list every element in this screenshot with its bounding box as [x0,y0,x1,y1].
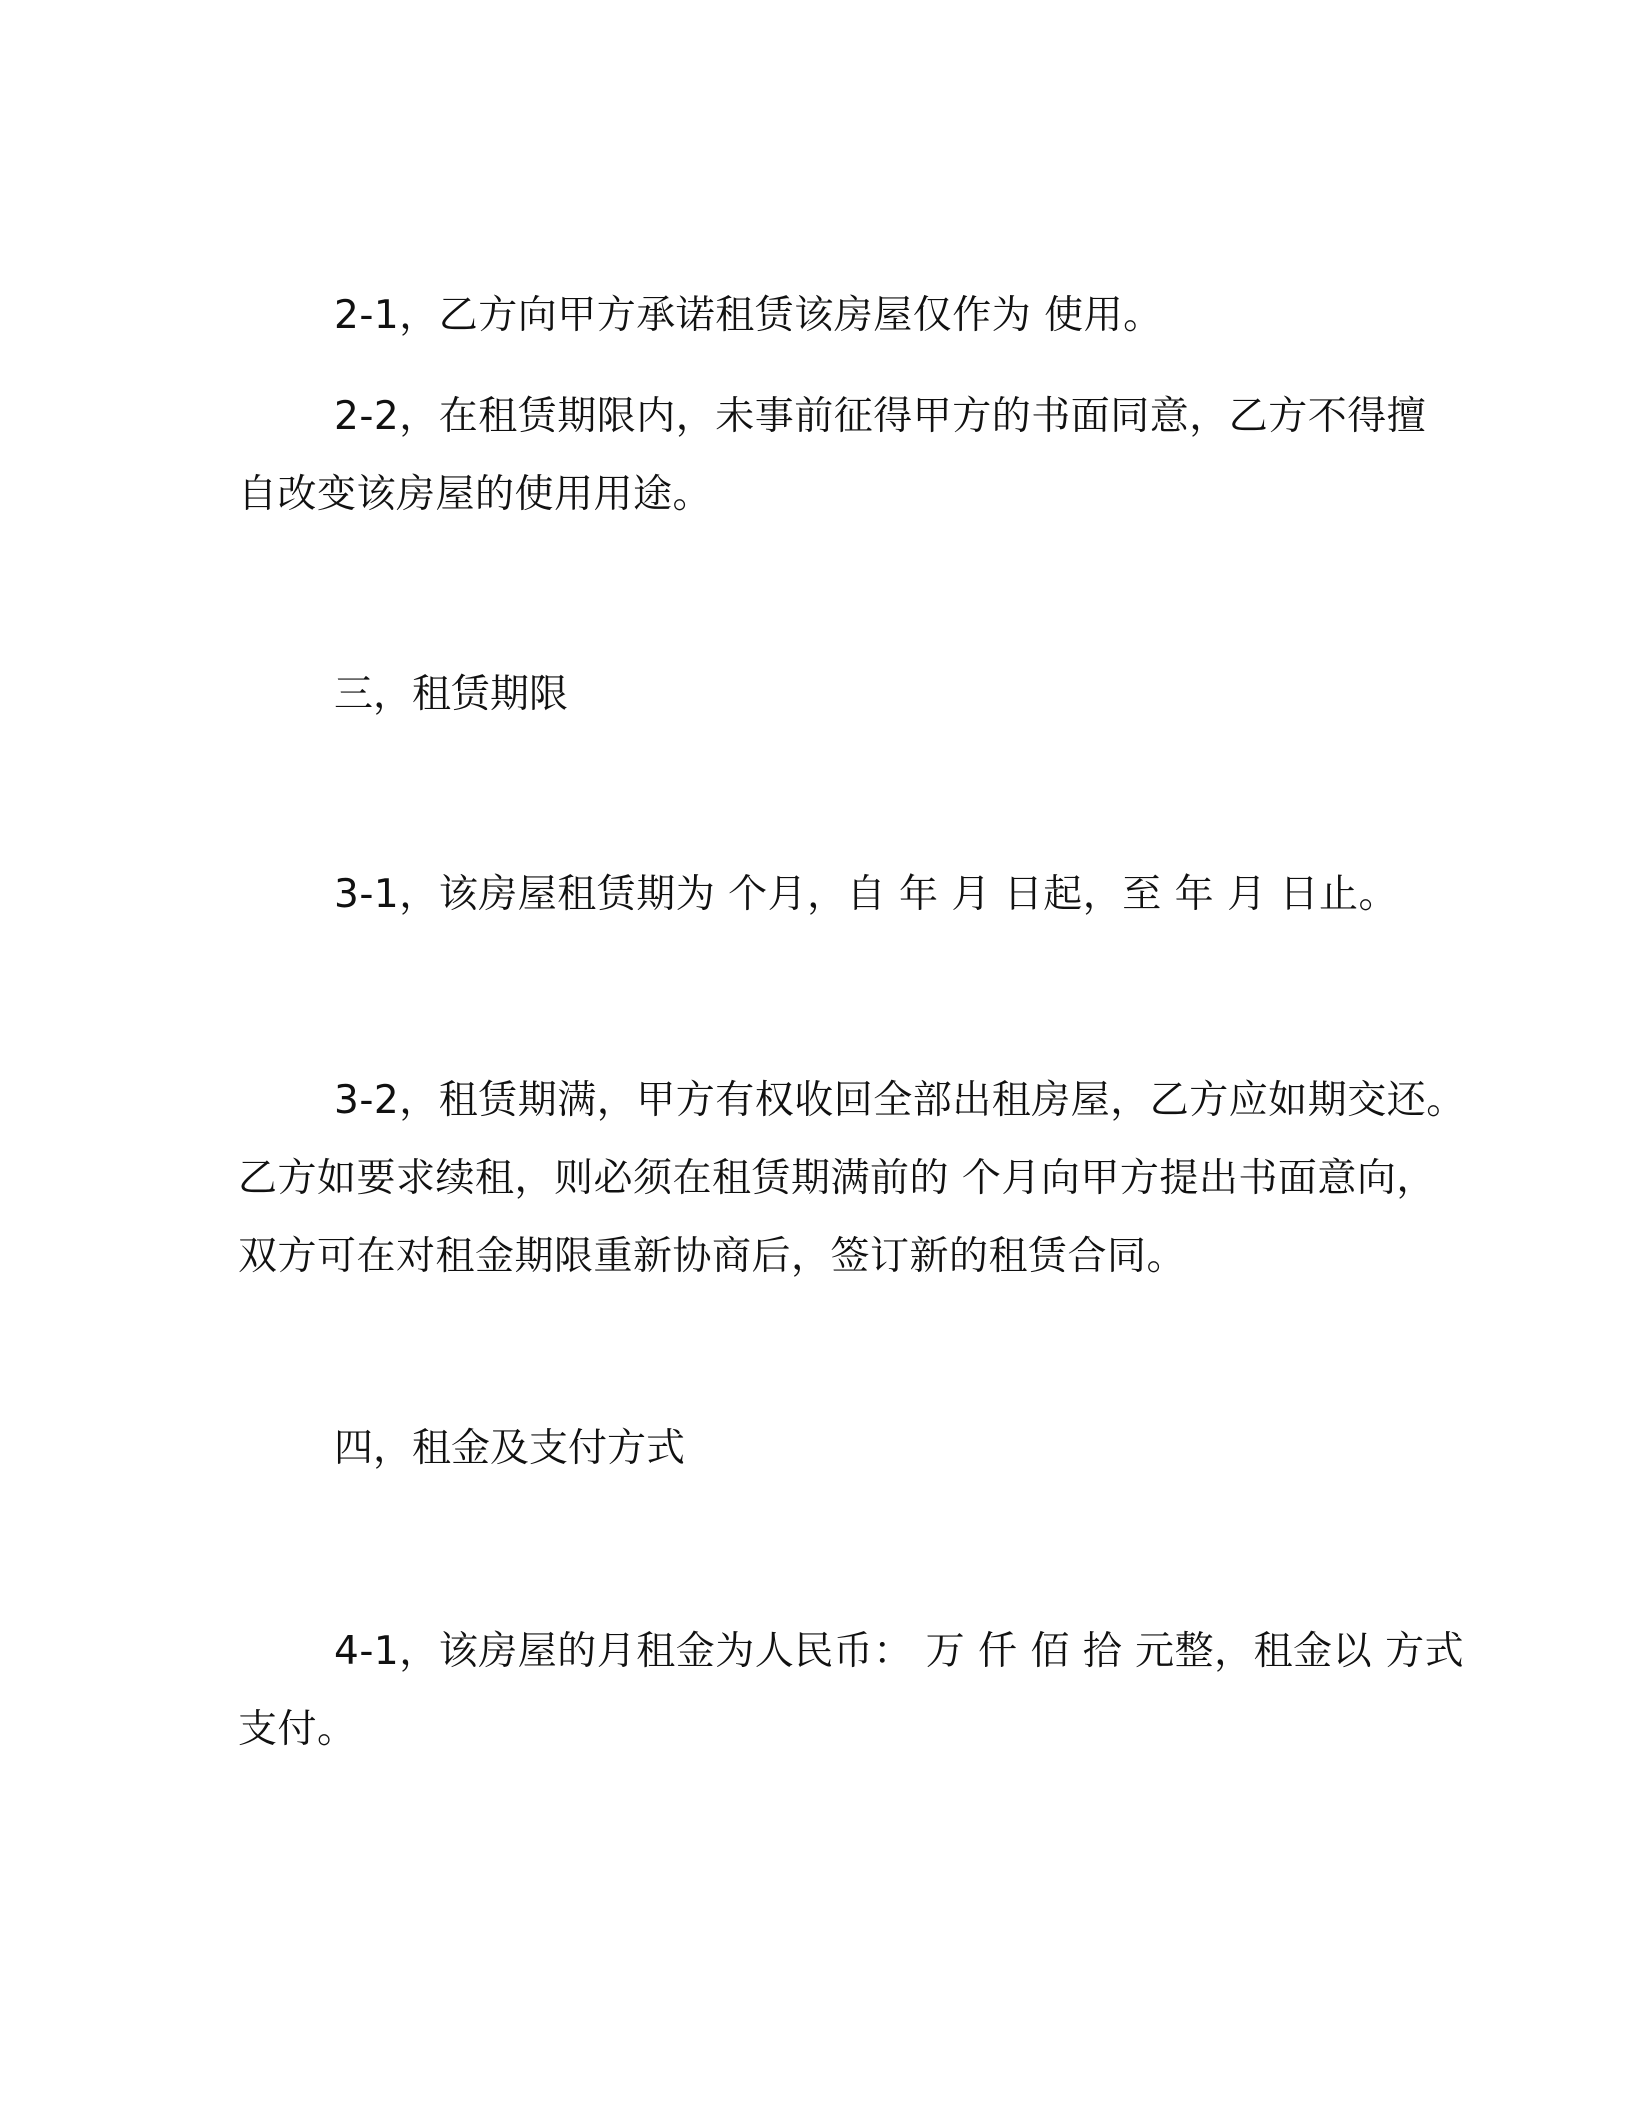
clause-2-2 [238,378,1427,534]
clause-2-1-text: 2-1，乙方向甲方承诺租赁该房屋仅作为 使用。 [334,293,1163,338]
clause-3-2-line-2: 乙方如要求续租，则必须在租赁期满前的 个月向甲方提出书面意向， [238,1156,1436,1201]
clause-3-1-text: 3-1，该房屋租赁期为 个月，自 年 月 日起，至 年 月 日止。 [334,872,1398,917]
section-4-heading [238,1410,1388,1488]
clause-3-2 [238,1062,1466,1296]
clause-2-2-line-2: 自改变该房屋的使用用途。 [238,472,713,517]
clause-3-2-line-3: 双方可在对租金期限重新协商后，签订新的租赁合同。 [238,1234,1187,1279]
clause-2-1 [238,277,1388,355]
section-4-title: 四，租金及支付方式 [334,1426,686,1471]
clause-4-1-line-1: 4-1，该房屋的月租金为人民币： 万 仟 佰 拾 元整，租金以 方式 [334,1629,1465,1674]
clause-3-2-line-1: 3-2，租赁期满，甲方有权收回全部出租房屋，乙方应如期交还。 [334,1078,1466,1123]
clause-3-1 [238,856,1398,934]
clause-2-2-line-1: 2-2，在租赁期限内，未事前征得甲方的书面同意，乙方不得擅 [334,394,1427,439]
clause-4-1 [238,1613,1465,1769]
section-3-title: 三，租赁期限 [334,672,569,717]
section-3-heading [238,656,1388,734]
clause-4-1-line-2: 支付。 [238,1707,357,1752]
